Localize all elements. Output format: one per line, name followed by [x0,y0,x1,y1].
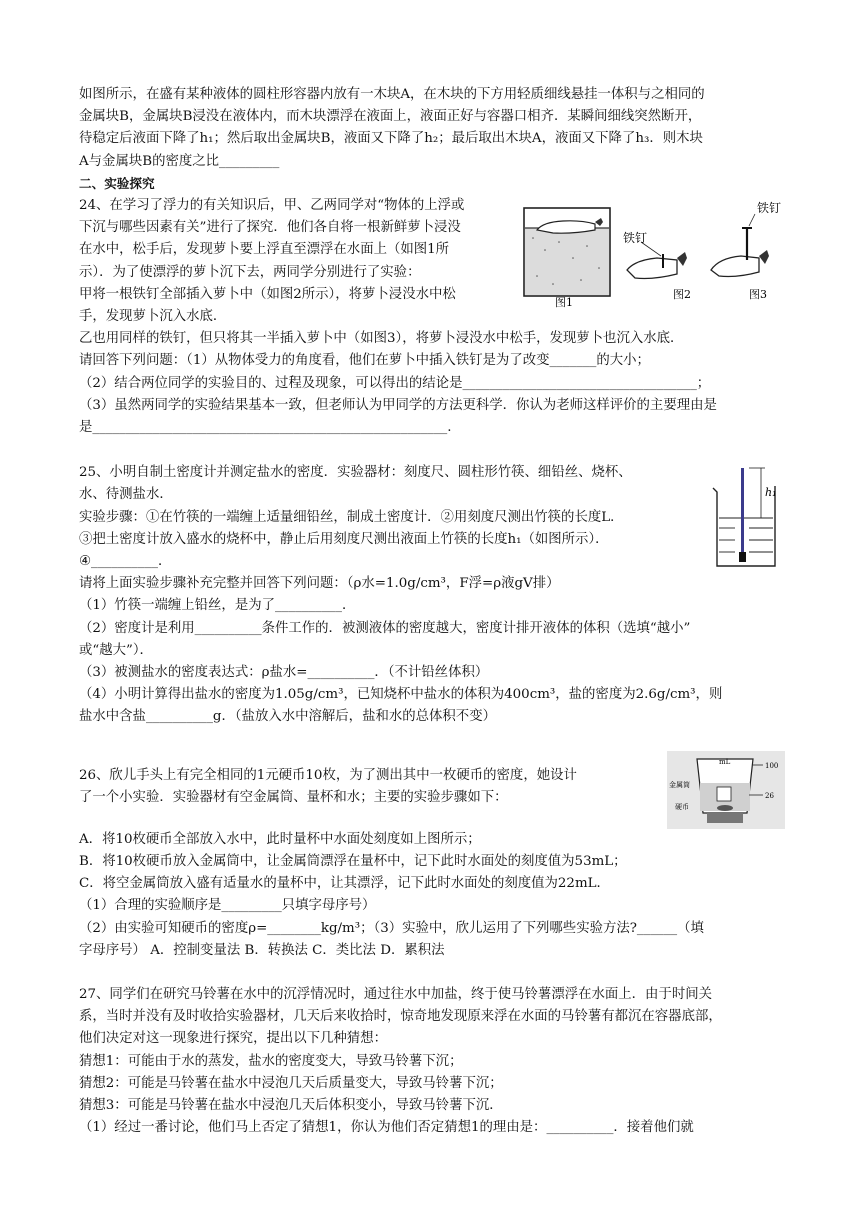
text-line: C．将空金属筒放入盛有适量水的量杯中，让其漂浮，记下此时水面处的刻度值为22mL． [79,876,610,892]
can-label: 金属筒 [669,780,690,789]
text-line: 26、欣儿手头上有完全相同的1元硬币10枚，为了测出其中一枚硬币的密度，她设计 [79,767,577,783]
text-line: （2）密度计是利用__________条件工作的．被测液体的密度越大，密度计排开液体的体积（选填“越小” [79,620,691,636]
text-line: 或“越大”）． [79,642,153,658]
text-line: （4）小明计算得出盐水的密度为1.05g/cm³，已知烧杯中盐水的体积为400cm³，盐的密度为2.6g/cm³，则 [79,687,723,703]
worksheet-page [79,84,785,1139]
fig1-label: 图1 [555,296,573,310]
ml-label: mL [719,757,731,766]
text-line: 25、小明自制土密度计并测定盐水的密度．实验器材：刻度尺、圆柱形竹筷、细铅丝、烧杯、 [79,465,632,481]
text-line: 系，当时并没有及时收拾实验器材，几天后来收拾时，惊奇地发现原来浮在水面的马铃薯有都沉在容器底部， [79,1009,722,1025]
text-line: 猜想3：可能是马铃薯在盐水中浸泡几天后体积变小，导致马铃薯下沉． [79,1097,503,1113]
text-line: B．将10枚硬币放入金属筒中，让金属筒漂浮在量杯中，记下此时水面处的刻度值为53mL； [79,853,627,869]
nail-label-1: 铁钉 [623,231,648,246]
text-line: 乙也用同样的铁钉，但只将其一半插入萝卜中（如图3），将萝卜浸没水中松手，发现萝卜也沉入水底． [79,331,684,347]
v100-label: 100 [765,761,779,770]
question-24 [79,195,785,439]
text-line: 实验步骤：①在竹筷的一端缠上适量细铅丝，制成土密度计．②用刻度尺测出竹筷的长度L． [79,509,624,525]
measuring-cup-figure [667,751,785,829]
text-line: 甲将一根铁钉全部插入萝卜中（如图2所示），将萝卜浸没水中松 [79,286,456,302]
text-line: 24、在学习了浮力的有关知识后，甲、乙两同学对“物体的上浮或 [79,198,465,214]
figure-3-radish [711,214,769,277]
text-line: 水、待测盐水． [79,487,173,503]
text-line: ④__________． [79,554,172,570]
text-line: 他们决定对这一现象进行探究，提出以下几种猜想： [79,1031,387,1047]
text-line: 是_____________________________________________________. [79,420,452,436]
text-line: 猜想1：可能由于水的蒸发，盐水的密度变大，导致马铃薯下沉； [79,1053,463,1069]
text-line: （3）被测盐水的密度表达式：ρ盐水=__________．（不计铅丝体积） [79,665,489,681]
text-line: 如图所示，在盛有某种液体的圆柱形容器内放有一木块A，在木块的下方用轻质细线悬挂一体积与之相同的 [79,87,705,102]
text-line: 了一个小实验．实验器材有空金属筒、量杯和水；主要的实验步骤如下： [79,789,508,805]
text-line: A与金属块B的密度之比_________ [79,153,280,169]
section-title: 二、实验探究 [79,175,155,191]
text-line: 下沉与哪些因素有关”进行了探究．他们各自将一根新鲜萝卜浸没 [79,220,461,236]
densimeter-figure [705,462,785,570]
v26-label: 26 [765,791,774,800]
question-26 [79,751,785,962]
question-25 [79,462,785,728]
text-line: （1）合理的实验顺序是_________只填字母序号） [79,898,376,914]
text-line: 猜想2：可能是马铃薯在盐水中浸泡几天后质量变大，导致马铃薯下沉； [79,1075,503,1091]
text-line: 27、同学们在研究马铃薯在水中的沉浮情况时，通过往水中加盐，终于使马铃薯漂浮在水面上．由于时间关 [79,986,713,1002]
text-line: 请将上面实验步骤补充完整并回答下列问题：（ρ水=1.0g/cm³，F浮=ρ液gV排） [79,576,560,592]
fig2-label: 图2 [673,288,691,302]
prev-question [79,84,785,173]
text-line: （1）经过一番讨论，他们马上否定了猜想1，你认为他们否定猜想1的理由是：__________．接着他们就 [79,1120,694,1136]
text-line: A．将10枚硬币全部放入水中，此时量杯中水面处刻度如上图所示； [79,831,481,847]
radish-figure [523,198,785,310]
text-line: 盐水中含盐__________g．（盐放入水中溶解后，盐和水的总体积不变） [79,709,496,725]
coin-label: 硬币 [675,802,689,811]
text-line: 示）．为了使漂浮的萝卜沉下去，两同学分别进行了实验： [79,264,421,280]
text-line: 待稳定后液面下降了h₁；然后取出金属块B，液面又下降了h₂；最后取出木块A，液面又下降了h₃．则木块 [79,131,703,147]
text-line: （1）竹筷一端缠上铅丝，是为了__________． [79,598,356,614]
figure-1-beaker [524,208,610,296]
text-line: 在水中，松手后，发现萝卜要上浮直至漂浮在水面上（如图1所 [79,242,450,258]
text-line: （2）由实验可知硬币的密度ρ=________kg/m³；（3）实验中，欣儿运用了下列哪些实验方法?______（填 [79,920,704,936]
fig3-label: 图3 [749,288,767,302]
text-line: 请回答下列问题：（1）从物体受力的角度看，他们在萝卜中插入铁钉是为了改变_______的大小； [79,353,650,369]
figure-2-radish [627,242,687,279]
text-line: （2）结合两位同学的实验目的、过程及现象，可以得出的结论是___________________________________； [79,375,711,391]
text-line: 字母序号） A．控制变量法 B．转换法 C．类比法 D．累积法 [79,942,445,958]
question-27 [79,984,785,1139]
text-line: ③把土密度计放入盛水的烧杯中，静止后用刻度尺测出液面上竹筷的长度h₁（如图所示）． [79,531,609,547]
h1-label: h₁ [765,486,777,500]
nail-label-2: 铁钉 [757,201,782,216]
text-line: 金属块B，金属块B浸没在液体内，而木块漂浮在液面上，液面正好与容器口相齐．某瞬间细线突然断开， [79,109,702,125]
text-line: 手，发现萝卜沉入水底． [79,309,227,325]
text-line: （3）虽然两同学的实验结果基本一致，但老师认为甲同学的方法更科学．你认为老师这样评价的主要理由是 [79,397,717,413]
